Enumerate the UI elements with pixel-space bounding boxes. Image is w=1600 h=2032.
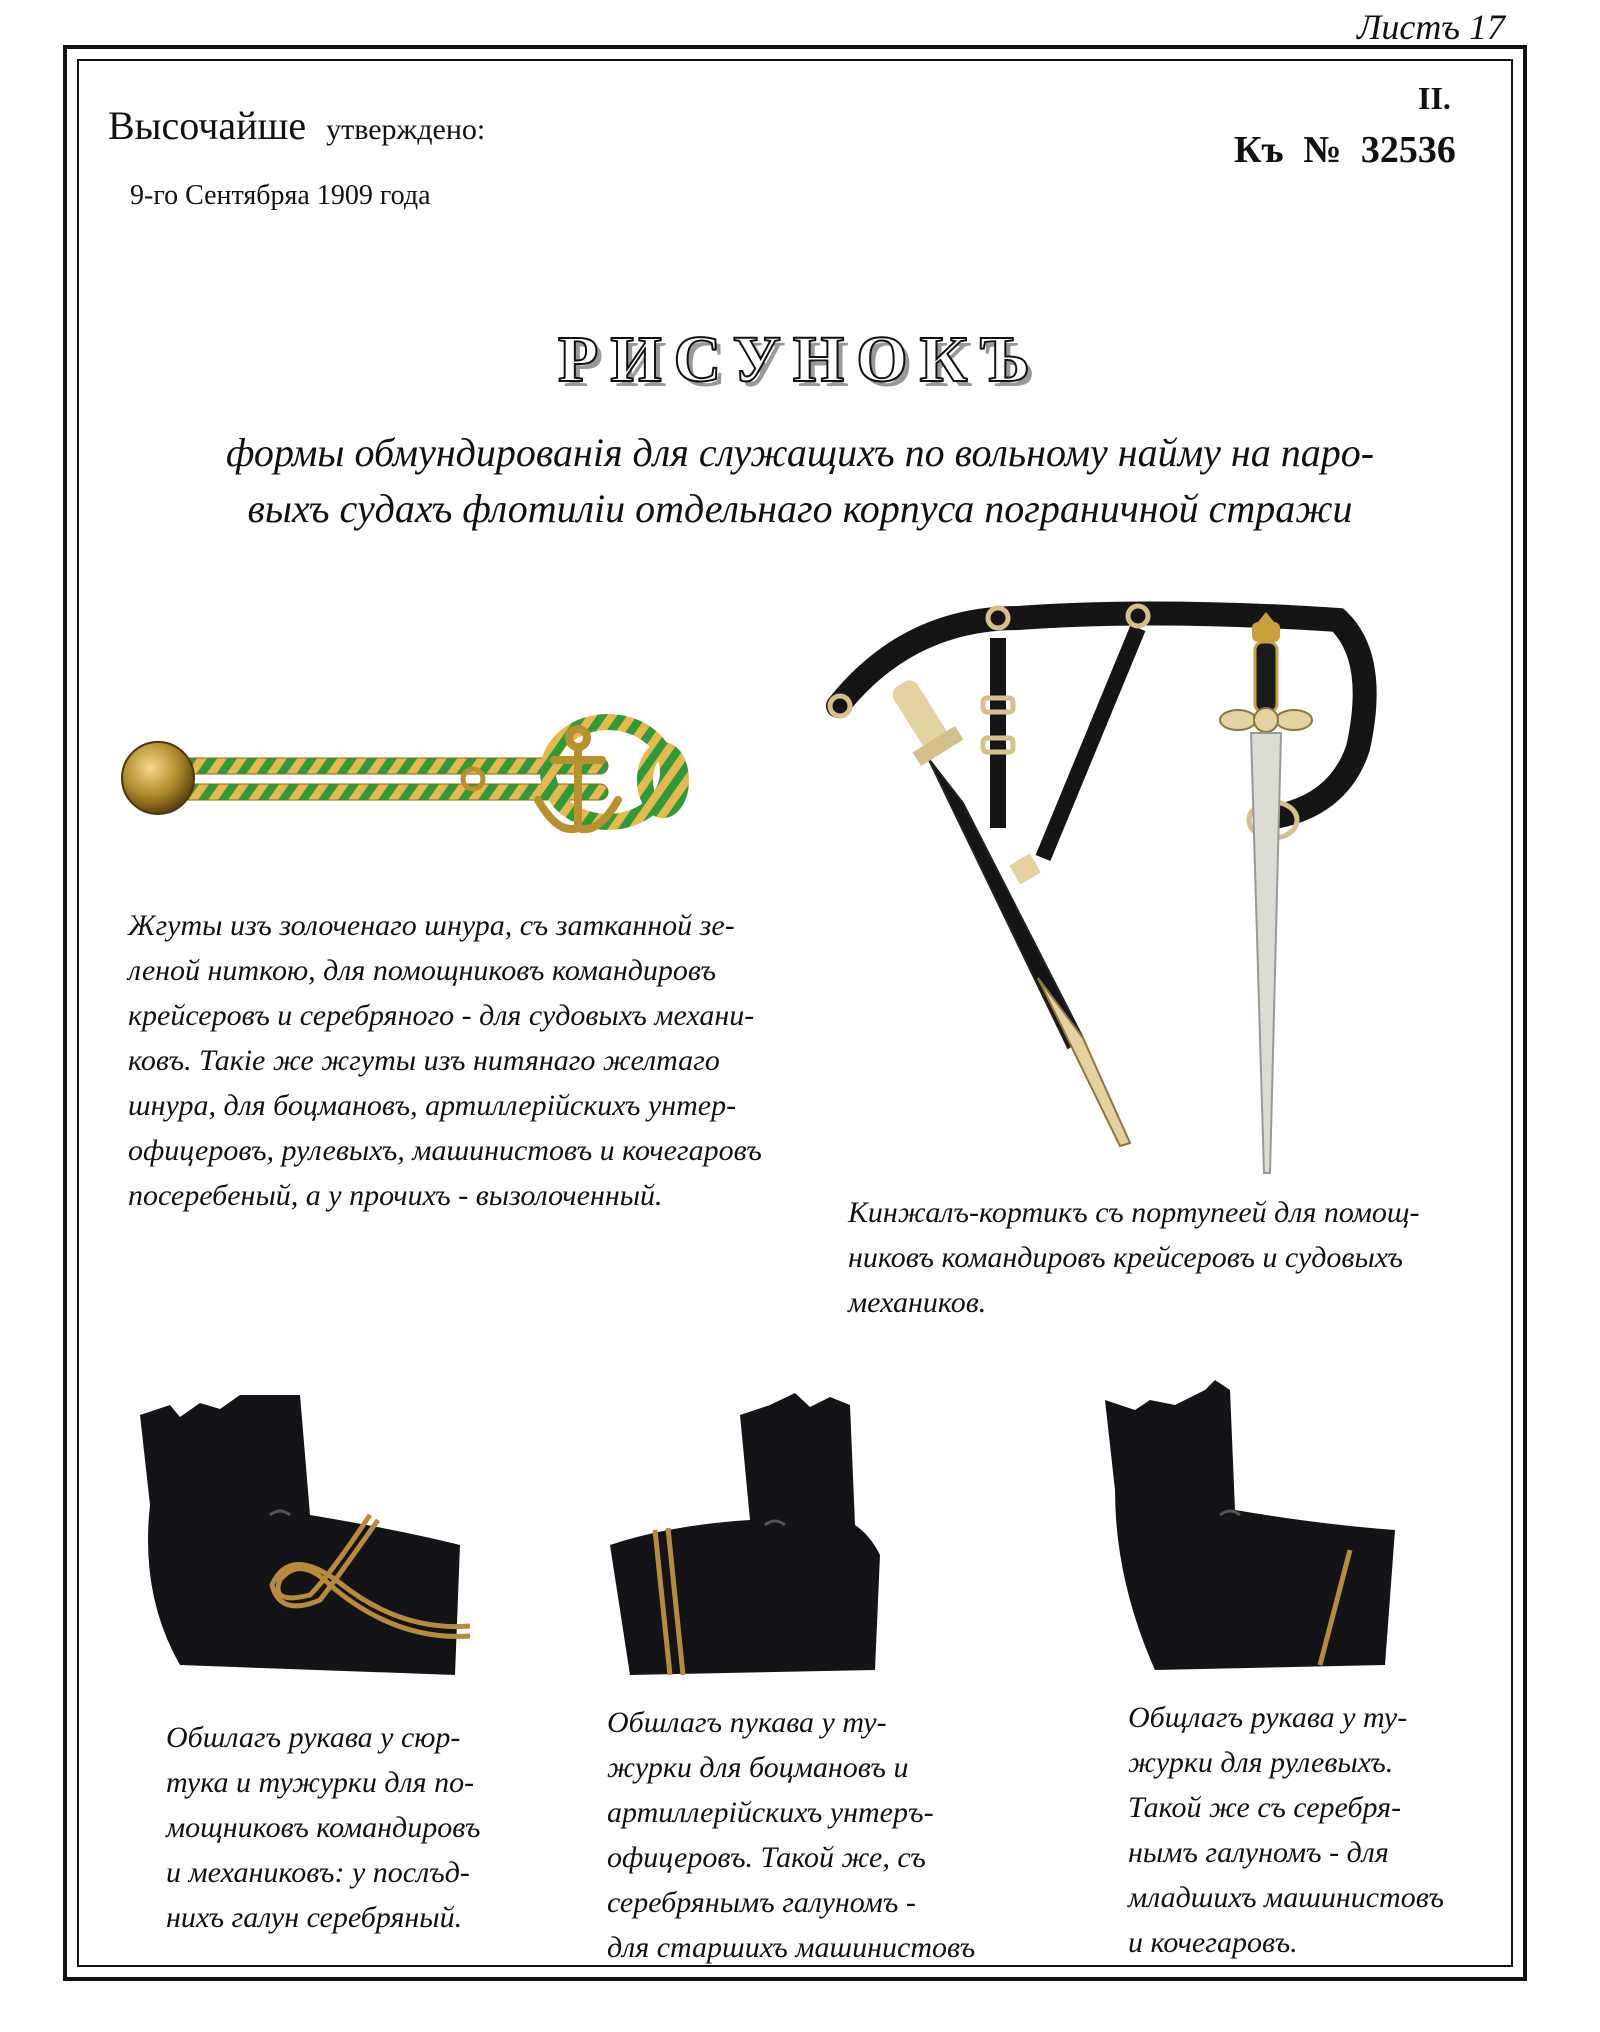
cuff-3-illustration: [1105, 1380, 1405, 1675]
aiguillette-caption: Жгуты изъ золоченаго шнура, съ затканной зе- леной ниткою, для помощниковъ командировъ крейсеровъ и серебряного - для судовыхъ механи- ковъ. Такіе же жгуты изъ нитянаго желтаго шнура, для боцмановъ, артиллерійскихъ унтер- офицеровъ, рулевыхъ, машинистовъ и кочегаровъ посеребеный, а у прочихъ - вызолоченный.: [128, 909, 762, 1212]
sheet-label: Листъ 17: [1356, 7, 1505, 47]
page-title: РИСУНОКЪ: [558, 323, 1042, 396]
approval-line: [108, 102, 485, 149]
belt-straps: [998, 628, 1138, 858]
cuff-3-caption: Общлагъ рукава у ту- журки для рулевыхъ. Такой же съ серебря- нымъ галуномъ - для младшихъ машинистовъ и кочегаровъ.: [1128, 1701, 1444, 1959]
approved-suffix: утверждено:: [326, 113, 486, 146]
subtitle-line-2: выхъ судахъ флотиліи отдельнаго корпуса пограничной стражи: [247, 486, 1353, 531]
dagger-caption: Кинжалъ-кортикъ съ портупеей для помощ- никовъ командировъ крейсеровъ и судовыхъ механиков.: [848, 1196, 1420, 1319]
approval-date: 9-го Сентябряа 1909 года: [130, 180, 431, 211]
dagger-in-scabbard: [889, 677, 964, 766]
aiguillette-illustration: [118, 700, 698, 870]
uniform-button-icon: [122, 742, 194, 814]
sleeve-cloth: [1105, 1380, 1395, 1670]
dagger-belt-illustration: [818, 598, 1518, 1188]
approved-word: Высочайше: [108, 103, 307, 148]
cuff-1-caption: Обшлагъ рукава у сюр- тука и тужурки для по- мощниковъ командировъ и механиковъ: у послъд- нихъ галун серебряный.: [166, 1721, 481, 1934]
cuff-2-caption: Обшлагъ пукава у ту- журки для боцмановъ и артиллерійскихъ унтеръ- офицеровъ. Такой же, съ серебрянымъ галуномъ - для старшихъ машинистовъ: [607, 1706, 976, 1964]
cuff-1-illustration: [140, 1395, 470, 1685]
section-numeral: II.: [1418, 80, 1451, 116]
scabbard: [928, 758, 1130, 1146]
document-number: Къ № 32536: [1234, 129, 1456, 171]
dagger-icon: [1220, 612, 1312, 1173]
subtitle: [140, 425, 1460, 537]
sleeve-cloth: [140, 1395, 460, 1675]
sleeve-cloth: [610, 1393, 880, 1675]
subtitle-line-1: формы обмундированія для служащихъ по вольному найму на паро-: [225, 430, 1375, 475]
cuff-2-illustration: [610, 1385, 930, 1680]
